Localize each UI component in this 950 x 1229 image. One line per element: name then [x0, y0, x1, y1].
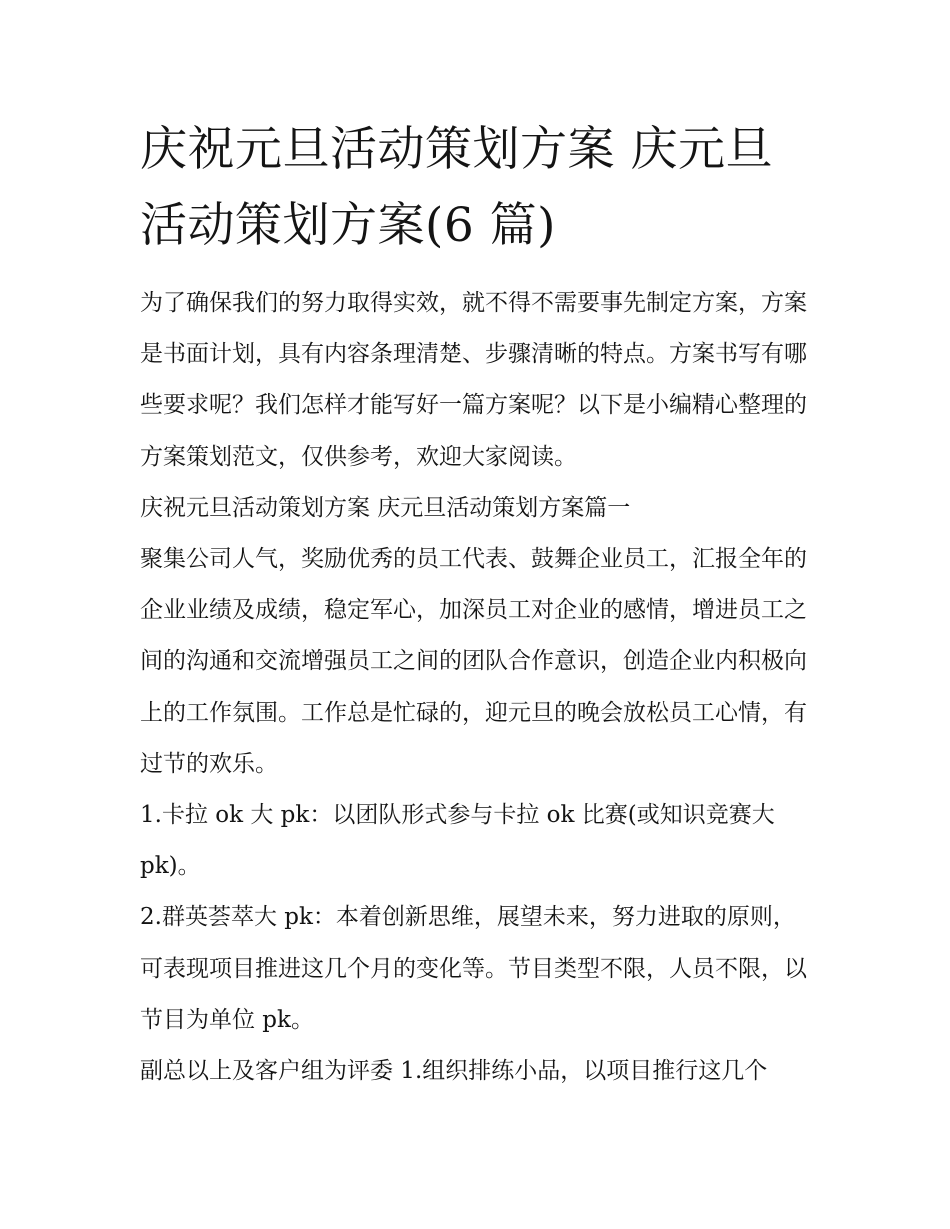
- list-item-2: 2.群英荟萃大 pk：本着创新思维，展望未来，努力进取的原则，可表现项目推进这几个月的变化等。节目类型不限，人员不限，以节目为单位 pk。: [140, 904, 807, 1033]
- document-page: [140, 112, 812, 1097]
- document-body: [140, 278, 812, 1097]
- purpose-paragraph: 聚集公司人气，奖励优秀的员工代表、鼓舞企业员工，汇报全年的企业业绩及成绩，稳定军心，加深员工对企业的感情，增进员工之间的沟通和交流增强员工之间的团队合作意识，创造企业内积极向上的工作氛围。工作总是忙碌的，迎元旦的晚会放松员工心情，有过节的欢乐。: [140, 546, 807, 777]
- list-item-1: 1.卡拉 ok 大 pk：以团队形式参与卡拉 ok 比赛(或知识竞赛大 pk)。: [140, 802, 775, 880]
- document-title: [140, 112, 812, 264]
- title-line-1: 庆祝元旦活动策划方案 庆元旦: [140, 122, 773, 177]
- judges-paragraph: 副总以上及客户组为评委 1.组织排练小品，以项目推行这几个: [140, 1058, 768, 1085]
- title-line-2: 活动策划方案(6 篇): [140, 198, 557, 253]
- section-heading: 庆祝元旦活动策划方案 庆元旦活动策划方案篇一: [140, 494, 631, 521]
- intro-paragraph: 为了确保我们的努力取得实效，就不得不需要事先制定方案，方案是书面计划，具有内容条理清楚、步骤清晰的特点。方案书写有哪些要求呢？我们怎样才能写好一篇方案呢？以下是小编精心整理的方案策划范文，仅供参考，欢迎大家阅读。: [140, 290, 807, 470]
